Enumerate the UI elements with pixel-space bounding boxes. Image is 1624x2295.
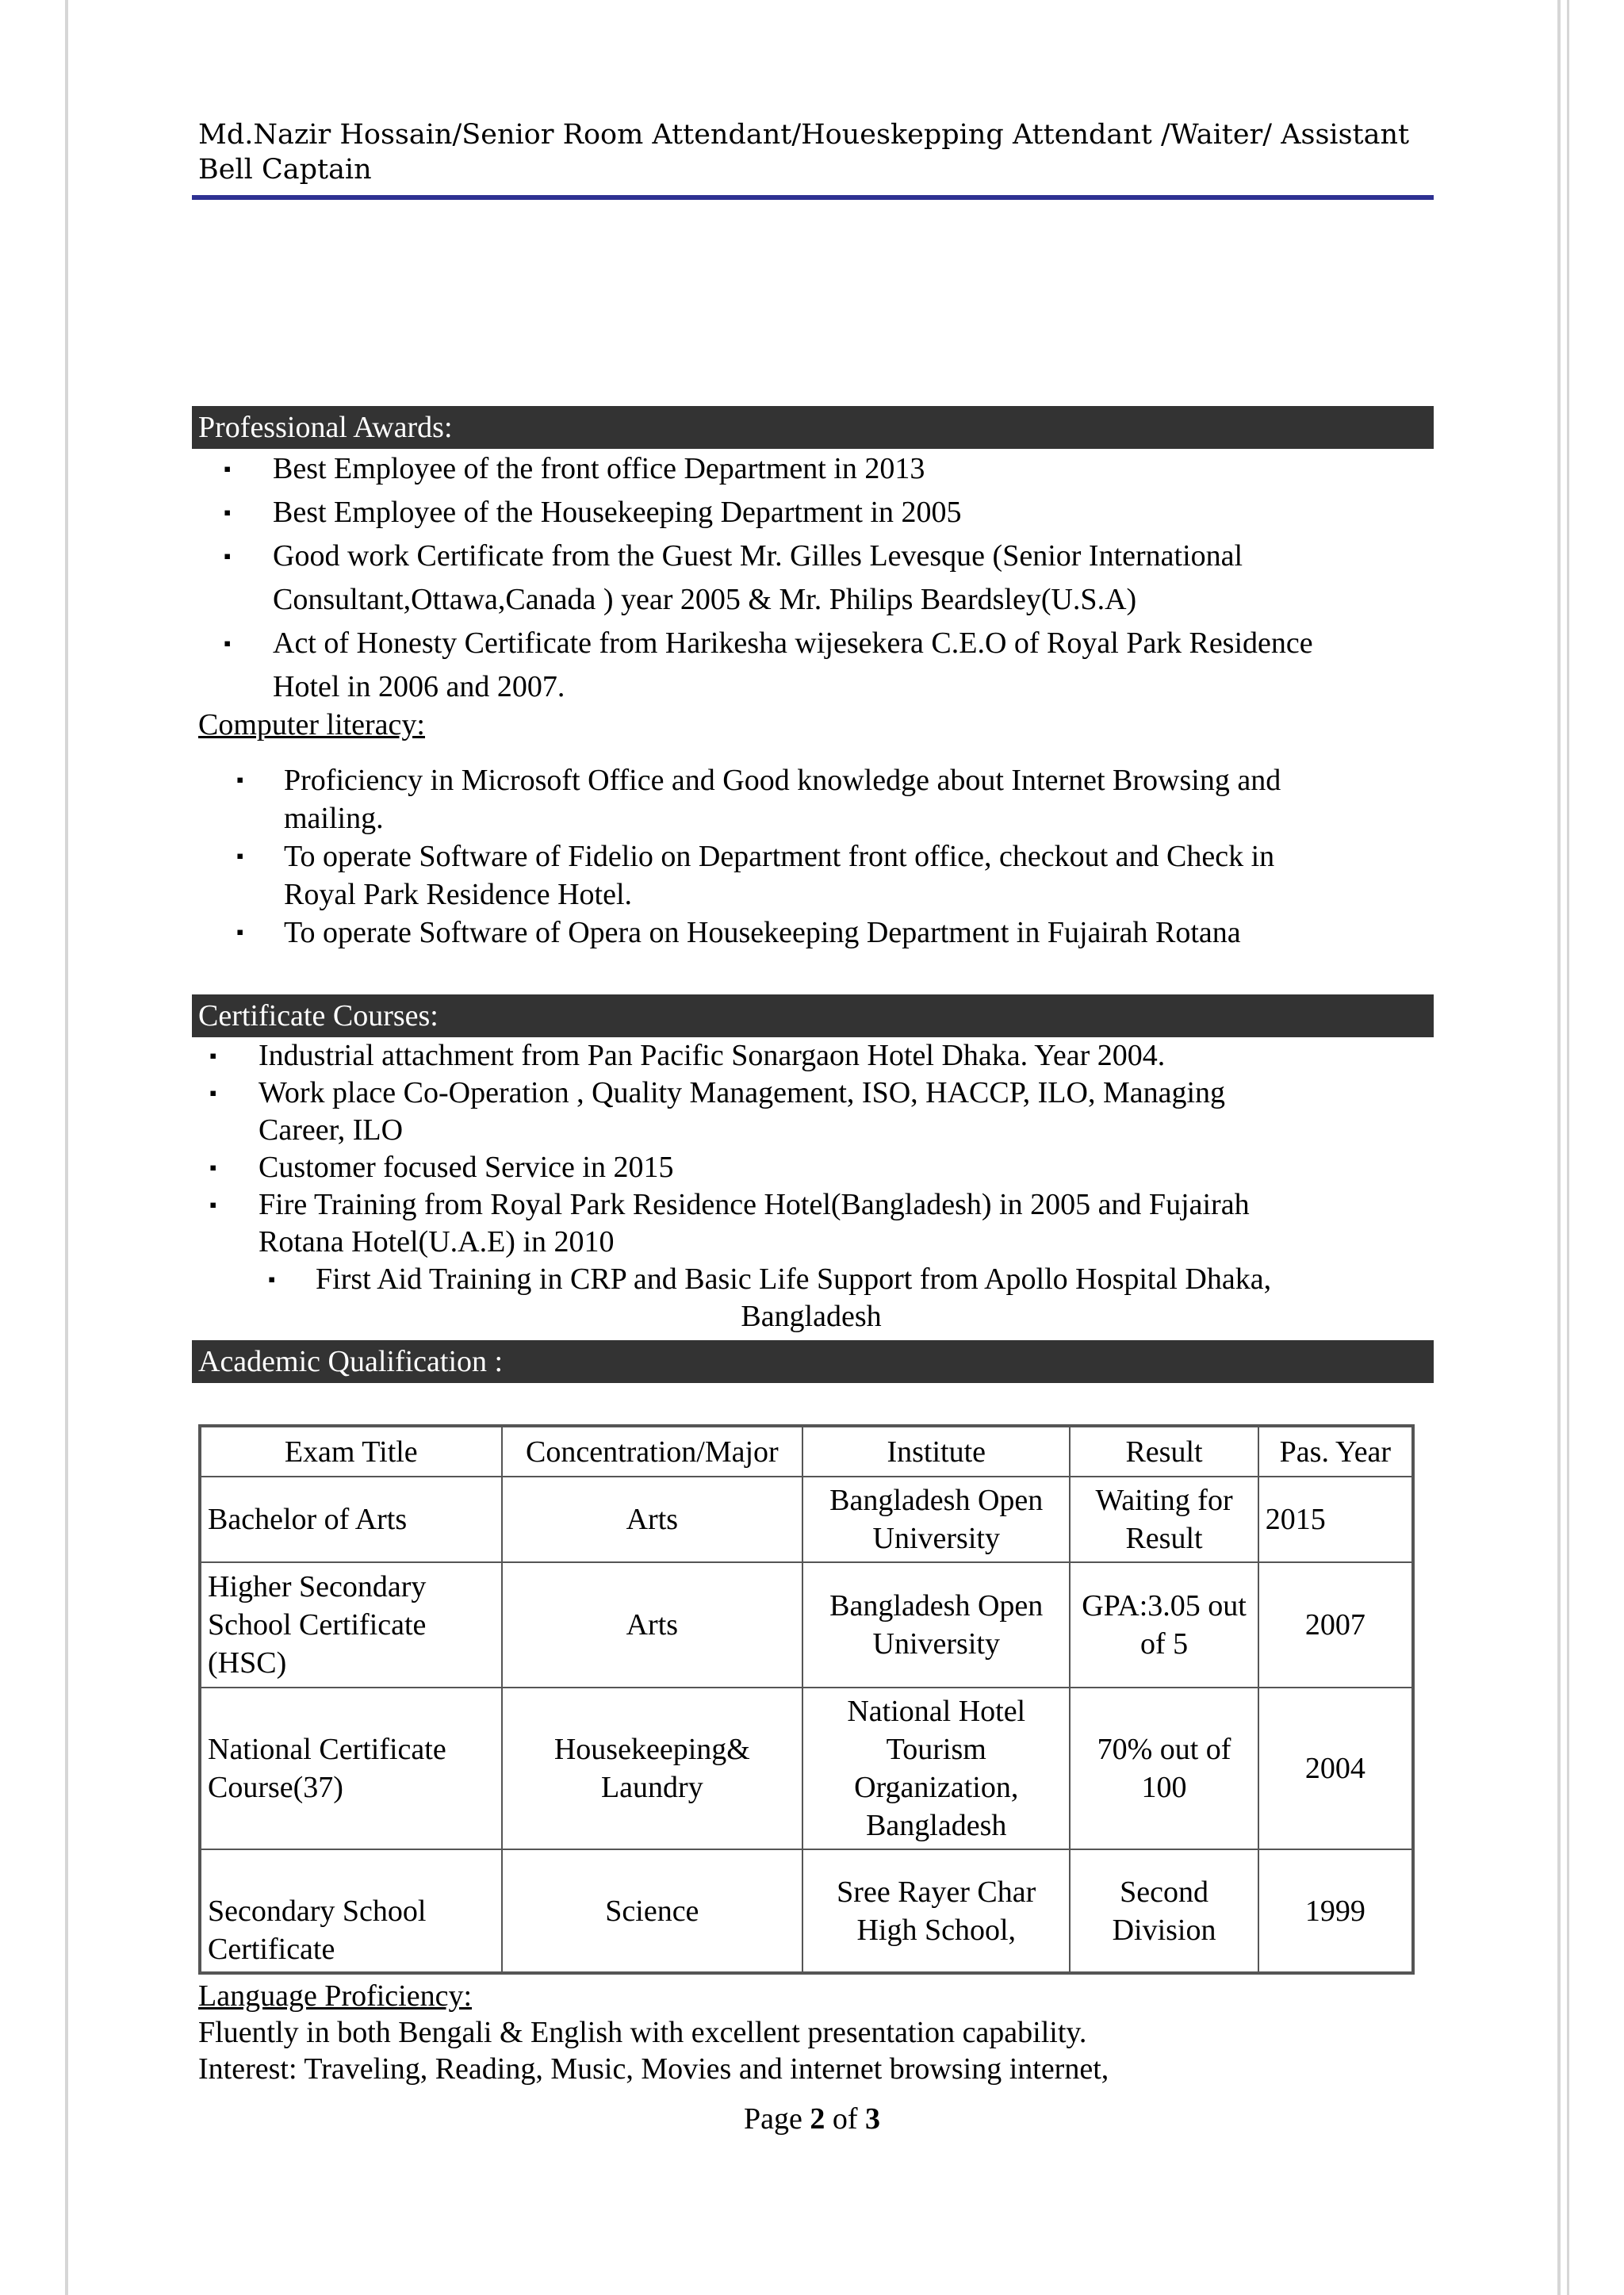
- computer-section-title: Computer literacy:: [198, 708, 425, 741]
- column-header: Institute: [802, 1426, 1070, 1477]
- header-line-1: Md.Nazir Hossain/Senior Room Attendant/Houeskepping Attendant /Waiter/ Assistant: [198, 119, 1410, 151]
- table-cell: Arts: [502, 1562, 803, 1688]
- list-item: ▪ Good work Certificate from the Guest Mr. Gilles Levesque (Senior International Consultant,Ottawa,Canada ) year 2005 & Mr. Philips Beardsley(U.S.A): [273, 534, 1423, 622]
- bullet-icon: ▪: [224, 545, 232, 568]
- table-cell: Bachelor of Arts: [200, 1477, 502, 1562]
- table-cell: Waiting for Result: [1070, 1477, 1258, 1562]
- table-header-row: [200, 1426, 1413, 1477]
- bullet-icon: ▪: [224, 458, 232, 481]
- table-row: [200, 1688, 1413, 1849]
- page-frame-left: [65, 0, 68, 2295]
- table-cell: Arts: [502, 1477, 803, 1562]
- table-row: [200, 1849, 1413, 1973]
- table-cell: Secondary School Certificate: [200, 1849, 502, 1973]
- interest-text: Interest: Traveling, Reading, Music, Movies and internet browsing internet,: [198, 2052, 1109, 2086]
- table-cell: National Hotel Tourism Organization, Bangladesh: [802, 1688, 1070, 1849]
- header-rule: [192, 195, 1434, 200]
- certificates-sub-item: ▪ First Aid Training in CRP and Basic Life Support from Apollo Hospital Dhaka, Bangladesh: [268, 1262, 1272, 1333]
- table-cell: Housekeeping& Laundry: [502, 1688, 803, 1849]
- table-cell: Higher Secondary School Certificate (HSC): [200, 1562, 502, 1688]
- header-line-2: Bell Captain: [198, 154, 372, 186]
- list-item: ▪ Act of Honesty Certificate from Harikesha wijesekera C.E.O of Royal Park Residence Hotel in 2006 and 2007.: [273, 622, 1423, 709]
- page-number: Page 2 of 3: [743, 2102, 881, 2136]
- bullet-icon: ▪: [224, 632, 232, 655]
- list-item: ▪ Customer focused Service in 2015: [259, 1149, 1416, 1186]
- table-cell: National Certificate Course(37): [200, 1688, 502, 1849]
- list-item: ▪ Fire Training from Royal Park Residence Hotel(Bangladesh) in 2005 and Fujairah Rotana Hotel(U.A.E) in 2010: [209, 1188, 1250, 1259]
- table-cell: 70% out of 100: [1070, 1688, 1258, 1849]
- bullet-icon: ▪: [268, 1268, 276, 1291]
- table-row: [200, 1477, 1413, 1562]
- bullet-icon: ▪: [209, 1156, 217, 1179]
- column-header: Exam Title: [200, 1426, 502, 1477]
- table-cell: Science: [502, 1849, 803, 1973]
- list-item: ▪ To operate Software of Fidelio on Department front office, checkout and Check in Royal Park Residence Hotel.: [284, 837, 1426, 914]
- column-header: Concentration/Major: [502, 1426, 803, 1477]
- certificates-list: [209, 1037, 1416, 1261]
- list-item: ▪ Best Employee of the front office Department in 2013: [273, 447, 1423, 491]
- table-row: [200, 1562, 1413, 1688]
- language-section-title: Language Proficiency:: [198, 1979, 473, 2013]
- awards-section-title: Professional Awards:: [192, 406, 1434, 449]
- table-cell: GPA:3.05 out of 5: [1070, 1562, 1258, 1688]
- table-cell: 2004: [1258, 1688, 1413, 1849]
- table-cell: Bangladesh Open University: [802, 1477, 1070, 1562]
- bullet-icon: ▪: [236, 768, 244, 791]
- bullet-icon: ▪: [209, 1044, 217, 1067]
- column-header: Result: [1070, 1426, 1258, 1477]
- column-header: Pas. Year: [1258, 1426, 1413, 1477]
- table-cell: Second Division: [1070, 1849, 1258, 1973]
- certificates-section-title: Certificate Courses:: [192, 994, 1434, 1037]
- list-item: ▪ To operate Software of Opera on Housekeeping Department in Fujairah Rotana: [284, 914, 1426, 952]
- page-frame-right-outer: [1567, 0, 1569, 2295]
- academic-section-title: Academic Qualification :: [192, 1340, 1434, 1383]
- bullet-icon: ▪: [224, 501, 232, 524]
- academic-table: [198, 1424, 1415, 1975]
- page-frame-right: [1557, 0, 1561, 2295]
- bullet-icon: ▪: [236, 921, 244, 944]
- language-text: Fluently in both Bengali & English with excellent presentation capability.: [198, 2016, 1087, 2049]
- page-header: [198, 117, 1435, 187]
- awards-list: [224, 447, 1423, 709]
- computer-list: [236, 761, 1426, 952]
- list-item: ▪ Work place Co-Operation , Quality Management, ISO, HACCP, ILO, Managing Career, ILO: [209, 1076, 1226, 1147]
- table-cell: 1999: [1258, 1849, 1413, 1973]
- table-cell: Bangladesh Open University: [802, 1562, 1070, 1688]
- table-cell: 2007: [1258, 1562, 1413, 1688]
- bullet-icon: ▪: [236, 845, 244, 868]
- bullet-icon: ▪: [209, 1082, 217, 1105]
- list-item: ▪ Industrial attachment from Pan Pacific Sonargaon Hotel Dhaka. Year 2004.: [259, 1037, 1416, 1075]
- table-cell: Sree Rayer Char High School,: [802, 1849, 1070, 1973]
- bullet-icon: ▪: [209, 1193, 217, 1216]
- list-item: ▪ Best Employee of the Housekeeping Department in 2005: [273, 491, 1423, 534]
- table-cell: 2015: [1258, 1477, 1413, 1562]
- list-item: ▪ Proficiency in Microsoft Office and Good knowledge about Internet Browsing and mailing.: [284, 761, 1426, 837]
